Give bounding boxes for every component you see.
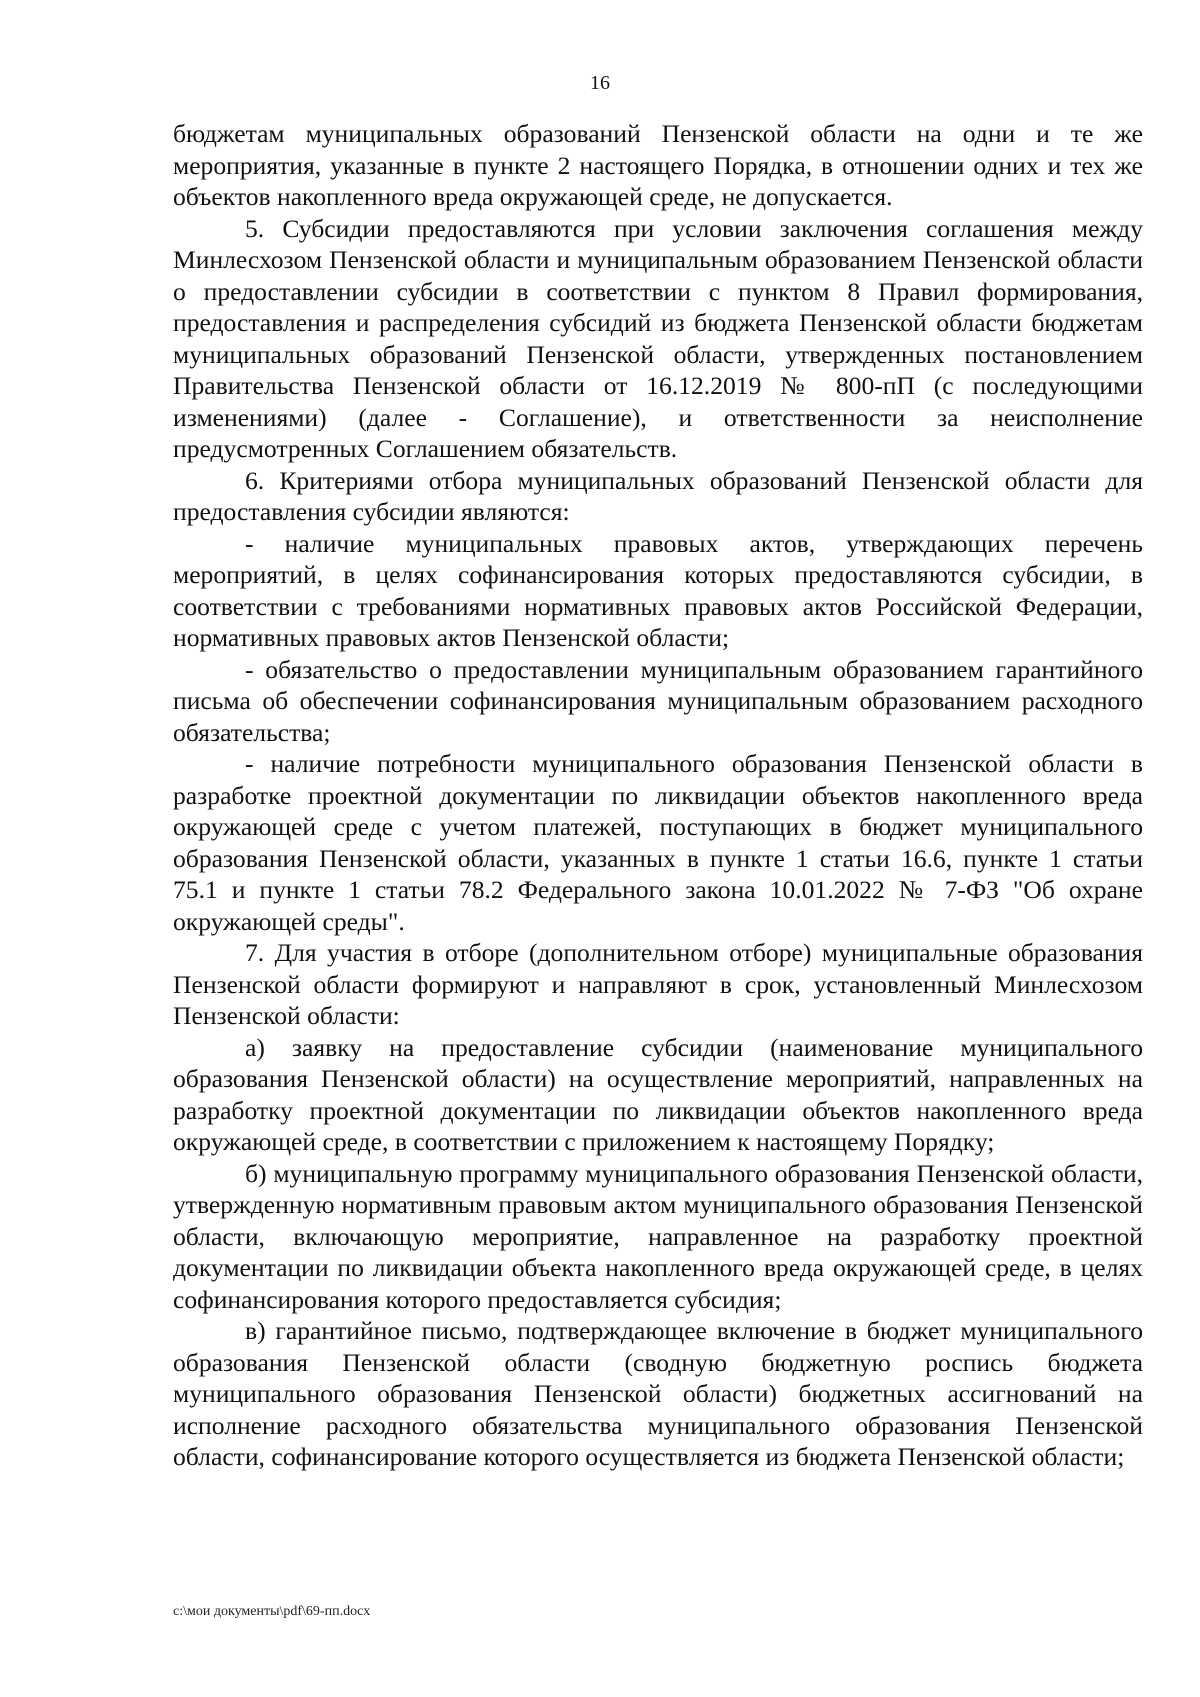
paragraph: бюджетам муниципальных образований Пензенской области на одни и те же мероприятия, указанные в пункте 2 настоящего Порядка, в отношении одних и тех же объектов накопленного вреда окружающей среде, не допускается.: [173, 119, 1143, 211]
paragraph: 6. Критериями отбора муниципальных образований Пензенской области для предоставления субсидии являются:: [173, 465, 1143, 526]
paragraph: - наличие муниципальных правовых актов, утверждающих перечень мероприятий, в целях софинансирования которых предоставляются субсидии, в соответствии с требованиями нормативных правовых актов Российской Федерации, нормативных правовых актов Пензенской области;: [173, 528, 1143, 652]
paragraph: в) гарантийное письмо, подтверждающее включение в бюджет муниципального образования Пензенской области (сводную бюджетную роспись бюджета муниципального образования Пензенской области) бюджетных ассигнований на исполнение расходного обязательства муниципального образования Пензенской области, софинансирование которого осуществляется из бюджета Пензенской области;: [173, 1316, 1143, 1471]
paragraph: б) муниципальную программу муниципального образования Пензенской области, утвержденную нормативным правовым актом муниципального образования Пензенской области, включающую мероприятие, направленное на разработку проектной документации по ликвидации объекта накопленного вреда окружающей среде, в целях софинансирования которого предоставляется субсидия;: [173, 1158, 1143, 1314]
paragraph: - обязательство о предоставлении муниципальным образованием гарантийного письма об обеспечении софинансирования муниципальным образованием расходного обязательства;: [173, 654, 1143, 747]
page-number: 16: [590, 72, 610, 94]
document-body: [173, 118, 1143, 1473]
paragraph: 5. Субсидии предоставляются при условии заключения соглашения между Минлесхозом Пензенской области и муниципальным образованием Пензенской области о предоставлении субсидии в соответствии с пунктом 8 Правил формирования, предоставления и распределения субсидий из бюджета Пензенской области бюджетам муниципальных образований Пензенской области, утвержденных постановлением Правительства Пензенской области от 16.12.2019 № 800-пП (с последующими изменениями) (далее - Соглашение), и ответственности за неисполнение предусмотренных Соглашением обязательств.: [173, 213, 1143, 463]
paragraph: 7. Для участия в отборе (дополнительном отборе) муниципальные образования Пензенской области формируют и направляют в срок, установленный Минлесхозом Пензенской области:: [173, 938, 1143, 1030]
footer-file-path: c:\мои документы\pdf\69-пп.docx: [173, 1604, 371, 1619]
paragraph: а) заявку на предоставление субсидии (наименование муниципального образования Пензенской области) на осуществление мероприятий, направленных на разработку проектной документации по ликвидации объектов накопленного вреда окружающей среде, в соответствии с приложением к настоящему Порядку;: [173, 1032, 1143, 1156]
paragraph: - наличие потребности муниципального образования Пензенской области в разработке проектной документации по ликвидации объектов накопленного вреда окружающей среде с учетом платежей, поступающих в бюджет муниципального образования Пензенской области, указанных в пункте 1 статьи 16.6, пункте 1 статьи 75.1 и пункте 1 статьи 78.2 Федерального закона 10.01.2022 № 7-ФЗ "Об охране окружающей среды".: [173, 749, 1143, 936]
